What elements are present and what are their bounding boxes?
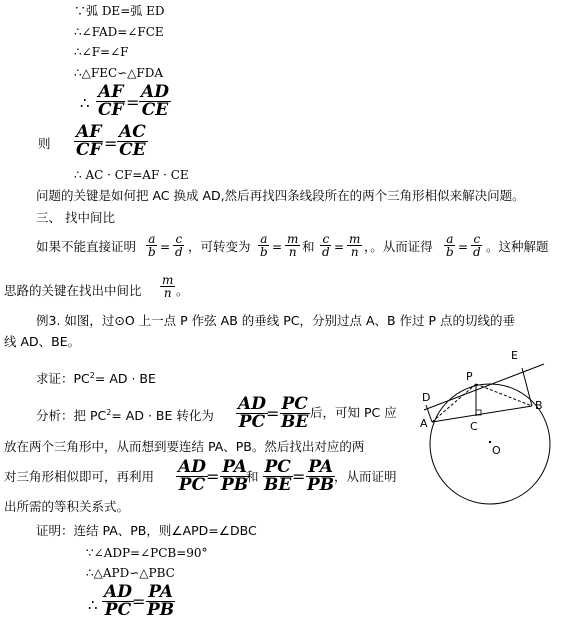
prove-label: 求证：$PC^2=$ AD · BE bbox=[36, 371, 156, 387]
analysis-line-2: 放在两个三角形中，从而想到要连结 PA、PB。然后找出对应的两 bbox=[4, 439, 365, 454]
fraction-ad-pc-3: $\frac{AD}{PC}$ bbox=[104, 582, 132, 620]
paragraph-middle-ratio-c: 和 bbox=[302, 239, 315, 254]
analysis-line-3a: 对三角形相似即可，再利用 bbox=[4, 469, 155, 484]
fraction-c-d: $\frac{c}{d}$ bbox=[175, 232, 183, 259]
example-statement: 例3. 如图，过⊙O 上一点 P 作弦 AB 的垂线 PC，分别过点 A、B 作过 P 点的切线的垂 bbox=[36, 313, 516, 328]
circle-o bbox=[430, 384, 550, 504]
example-statement-cont: 线 AD、BE。 bbox=[4, 334, 81, 349]
equals-sign: = bbox=[458, 240, 469, 254]
equals-sign: = bbox=[266, 404, 280, 423]
tangent-line bbox=[424, 364, 544, 410]
line-angle-f: ∴∠F=∠F bbox=[74, 45, 129, 59]
fraction-ac-ce: $\frac{AC}{CE}$ bbox=[119, 122, 146, 160]
analysis-line-3b: 和 bbox=[246, 469, 259, 484]
paragraph-middle-ratio-a: 如果不能直接证明 bbox=[36, 239, 137, 254]
paragraph-middle-ratio-e: 。这种解题 bbox=[486, 239, 549, 254]
paragraph-key: 问题的关键是如何把 AC 换成 AD,然后再找四条线段所在的两个三角形相似来解决问题。 bbox=[36, 188, 525, 203]
section-heading: 三、 找中间比 bbox=[36, 210, 115, 225]
fraction-pa-pb: $\frac{PA}{PB}$ bbox=[221, 457, 249, 495]
equals-sign: = bbox=[334, 240, 345, 254]
equals-sign: = bbox=[292, 467, 306, 486]
equals-sign: = bbox=[206, 467, 220, 486]
proof-line-2: ∵∠ADP=∠PCB=90° bbox=[86, 546, 208, 560]
label-a: A bbox=[420, 417, 428, 430]
proof-line-3: ∴△APD∽△PBC bbox=[86, 566, 175, 580]
equals-sign: = bbox=[160, 240, 171, 254]
proof-line-1: 证明：连结 PA、PB，则∠APD=∠DBC bbox=[36, 523, 257, 538]
fraction-pc-be: $\frac{PC}{BE}$ bbox=[281, 394, 309, 432]
fraction-pa-pb-3: $\frac{PA}{PB}$ bbox=[147, 582, 175, 620]
line-similar-fec-fda: ∴△FEC∽△FDA bbox=[74, 66, 164, 80]
label-b: B bbox=[535, 399, 543, 412]
equals-sign: = bbox=[132, 592, 146, 611]
fraction-c-d-3: $\frac{c}{d}$ bbox=[473, 232, 481, 259]
label-p: P bbox=[466, 370, 473, 383]
therefore-symbol: ∴ bbox=[88, 596, 98, 614]
segment-be bbox=[522, 368, 532, 406]
fraction-ad-pc-2: $\frac{AD}{PC}$ bbox=[178, 457, 206, 495]
line-angle-fad: ∴∠FAD=∠FCE bbox=[74, 25, 164, 39]
then-label: 则 bbox=[38, 136, 51, 151]
paragraph-middle-ratio-d: ，。从而证得 bbox=[364, 239, 433, 254]
fraction-m-n-2: $\frac{m}{n}$ bbox=[349, 232, 361, 259]
fraction-ad-pc: $\frac{AD}{PC}$ bbox=[238, 394, 266, 432]
fraction-m-n: $\frac{m}{n}$ bbox=[287, 232, 299, 259]
label-c: C bbox=[470, 420, 478, 433]
analysis-line-1: 分析：把 $PC^2=$ AD · BE 转化为 bbox=[36, 408, 214, 424]
equals-sign: = bbox=[272, 240, 283, 254]
label-d: D bbox=[422, 391, 431, 404]
fraction-c-d-2: $\frac{c}{d}$ bbox=[322, 232, 330, 259]
paragraph-end: 。 bbox=[176, 283, 189, 298]
fraction-af-cf: $\frac{AF}{CF}$ bbox=[98, 82, 124, 120]
fraction-ad-ce: $\frac{AD}{CE}$ bbox=[141, 82, 169, 120]
line-product: ∴ AC · CF=AF · CE bbox=[74, 168, 189, 182]
label-o: O bbox=[492, 444, 501, 457]
analysis-line-1-end: 后，可知 PC 应 bbox=[310, 405, 397, 420]
analysis-line-4: 出所需的等积关系式。 bbox=[4, 499, 130, 514]
equals-sign: = bbox=[126, 93, 140, 112]
center-o-dot bbox=[489, 441, 491, 443]
fraction-pc-be-2: $\frac{PC}{BE}$ bbox=[264, 457, 292, 495]
label-e: E bbox=[511, 349, 518, 362]
therefore-symbol: ∴ bbox=[80, 94, 90, 112]
fraction-af-cf-2: $\frac{AF}{CF}$ bbox=[76, 122, 102, 160]
paragraph-key-ratio: 思路的关键在找出中间比 bbox=[4, 283, 142, 298]
fraction-a-b: $\frac{a}{b}$ bbox=[148, 232, 156, 259]
fraction-pa-pb-2: $\frac{PA}{PB}$ bbox=[307, 457, 335, 495]
fraction-a-b-2: $\frac{a}{b}$ bbox=[260, 232, 268, 259]
analysis-line-3c: ，从而证明 bbox=[334, 469, 397, 484]
paragraph-middle-ratio-b: ，可转变为 bbox=[188, 239, 251, 254]
fraction-a-b-3: $\frac{a}{b}$ bbox=[446, 232, 454, 259]
geometry-diagram bbox=[414, 346, 564, 511]
fraction-m-n-3: $\frac{m}{n}$ bbox=[162, 273, 174, 300]
line-arc-equal: ∵弧 DE=弧 ED bbox=[74, 4, 165, 18]
equals-sign: = bbox=[104, 134, 118, 153]
